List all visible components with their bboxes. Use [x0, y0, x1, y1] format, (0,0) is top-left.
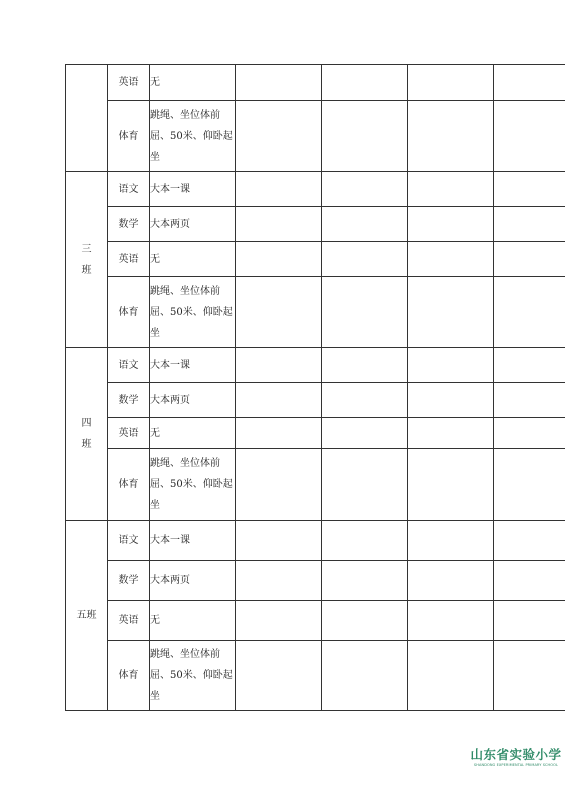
table-row	[66, 101, 565, 172]
table-row	[66, 65, 565, 101]
blank-cell	[408, 418, 494, 449]
task-cell: 大本一课	[150, 521, 236, 561]
blank-cell	[408, 207, 494, 242]
task-cell: 跳绳、坐位体前屈、50米、仰卧起坐	[150, 449, 236, 521]
blank-cell	[236, 521, 322, 561]
blank-cell	[322, 277, 408, 348]
task-cell: 跳绳、坐位体前屈、50米、仰卧起坐	[150, 641, 236, 711]
table-row	[66, 561, 565, 601]
blank-cell	[408, 521, 494, 561]
blank-cell	[408, 561, 494, 601]
blank-cell	[236, 348, 322, 383]
blank-cell	[236, 383, 322, 418]
table-row	[66, 383, 565, 418]
class-label-cell: 四班	[66, 348, 108, 521]
school-name-cn: 山东省实验小学	[470, 747, 562, 762]
blank-cell	[322, 561, 408, 601]
blank-cell	[236, 641, 322, 711]
subject-cell: 体育	[108, 449, 150, 521]
blank-cell	[322, 521, 408, 561]
blank-cell	[494, 561, 565, 601]
task-cell: 无	[150, 242, 236, 277]
blank-cell	[322, 101, 408, 172]
school-name-en: SHANDONG EXPERIMENTAL PRIMARY SCHOOL	[473, 763, 559, 767]
table-row	[66, 418, 565, 449]
table-row	[66, 601, 565, 641]
table-row	[66, 641, 565, 711]
blank-cell	[494, 418, 565, 449]
school-logo	[470, 748, 562, 768]
table-row	[66, 172, 565, 207]
blank-cell	[408, 641, 494, 711]
blank-cell	[236, 207, 322, 242]
blank-cell	[322, 65, 408, 101]
blank-cell	[322, 172, 408, 207]
subject-cell: 数学	[108, 207, 150, 242]
blank-cell	[408, 383, 494, 418]
blank-cell	[322, 641, 408, 711]
blank-cell	[408, 242, 494, 277]
task-cell: 大本一课	[150, 172, 236, 207]
blank-cell	[236, 101, 322, 172]
blank-cell	[408, 65, 494, 101]
task-cell: 大本一课	[150, 348, 236, 383]
task-cell: 无	[150, 65, 236, 101]
blank-cell	[494, 521, 565, 561]
blank-cell	[494, 348, 565, 383]
blank-cell	[236, 65, 322, 101]
blank-cell	[236, 277, 322, 348]
subject-cell: 英语	[108, 242, 150, 277]
class-label-cell: 三班	[66, 172, 108, 348]
blank-cell	[322, 449, 408, 521]
blank-cell	[322, 348, 408, 383]
subject-cell: 体育	[108, 101, 150, 172]
subject-cell: 英语	[108, 418, 150, 449]
blank-cell	[408, 348, 494, 383]
subject-cell: 英语	[108, 65, 150, 101]
blank-cell	[322, 383, 408, 418]
table-row	[66, 348, 565, 383]
subject-cell: 语文	[108, 348, 150, 383]
blank-cell	[408, 172, 494, 207]
subject-cell: 体育	[108, 277, 150, 348]
blank-cell	[322, 207, 408, 242]
blank-cell	[236, 242, 322, 277]
blank-cell	[236, 601, 322, 641]
blank-cell	[494, 101, 565, 172]
subject-cell: 语文	[108, 521, 150, 561]
blank-cell	[494, 641, 565, 711]
table-row	[66, 277, 565, 348]
blank-cell	[236, 418, 322, 449]
blank-cell	[494, 207, 565, 242]
blank-cell	[408, 277, 494, 348]
task-cell: 无	[150, 418, 236, 449]
blank-cell	[494, 601, 565, 641]
blank-cell	[408, 101, 494, 172]
table-row	[66, 207, 565, 242]
blank-cell	[494, 277, 565, 348]
blank-cell	[322, 418, 408, 449]
table-row	[66, 242, 565, 277]
class-label-cell: 五班	[66, 521, 108, 711]
blank-cell	[494, 383, 565, 418]
task-cell: 跳绳、坐位体前屈、50米、仰卧起坐	[150, 101, 236, 172]
task-cell: 大本两页	[150, 561, 236, 601]
subject-cell: 语文	[108, 172, 150, 207]
blank-cell	[408, 601, 494, 641]
blank-cell	[322, 242, 408, 277]
blank-cell	[494, 172, 565, 207]
table-row	[66, 449, 565, 521]
blank-cell	[494, 242, 565, 277]
table-row	[66, 521, 565, 561]
blank-cell	[494, 65, 565, 101]
blank-cell	[236, 449, 322, 521]
class-cell	[66, 65, 108, 172]
task-cell: 无	[150, 601, 236, 641]
subject-cell: 数学	[108, 383, 150, 418]
blank-cell	[236, 561, 322, 601]
task-cell: 大本两页	[150, 207, 236, 242]
subject-cell: 数学	[108, 561, 150, 601]
subject-cell: 英语	[108, 601, 150, 641]
blank-cell	[408, 449, 494, 521]
subject-cell: 体育	[108, 641, 150, 711]
blank-cell	[236, 172, 322, 207]
blank-cell	[494, 449, 565, 521]
blank-cell	[322, 601, 408, 641]
task-cell: 跳绳、坐位体前屈、50米、仰卧起坐	[150, 277, 236, 348]
homework-table	[65, 64, 565, 711]
task-cell: 大本两页	[150, 383, 236, 418]
